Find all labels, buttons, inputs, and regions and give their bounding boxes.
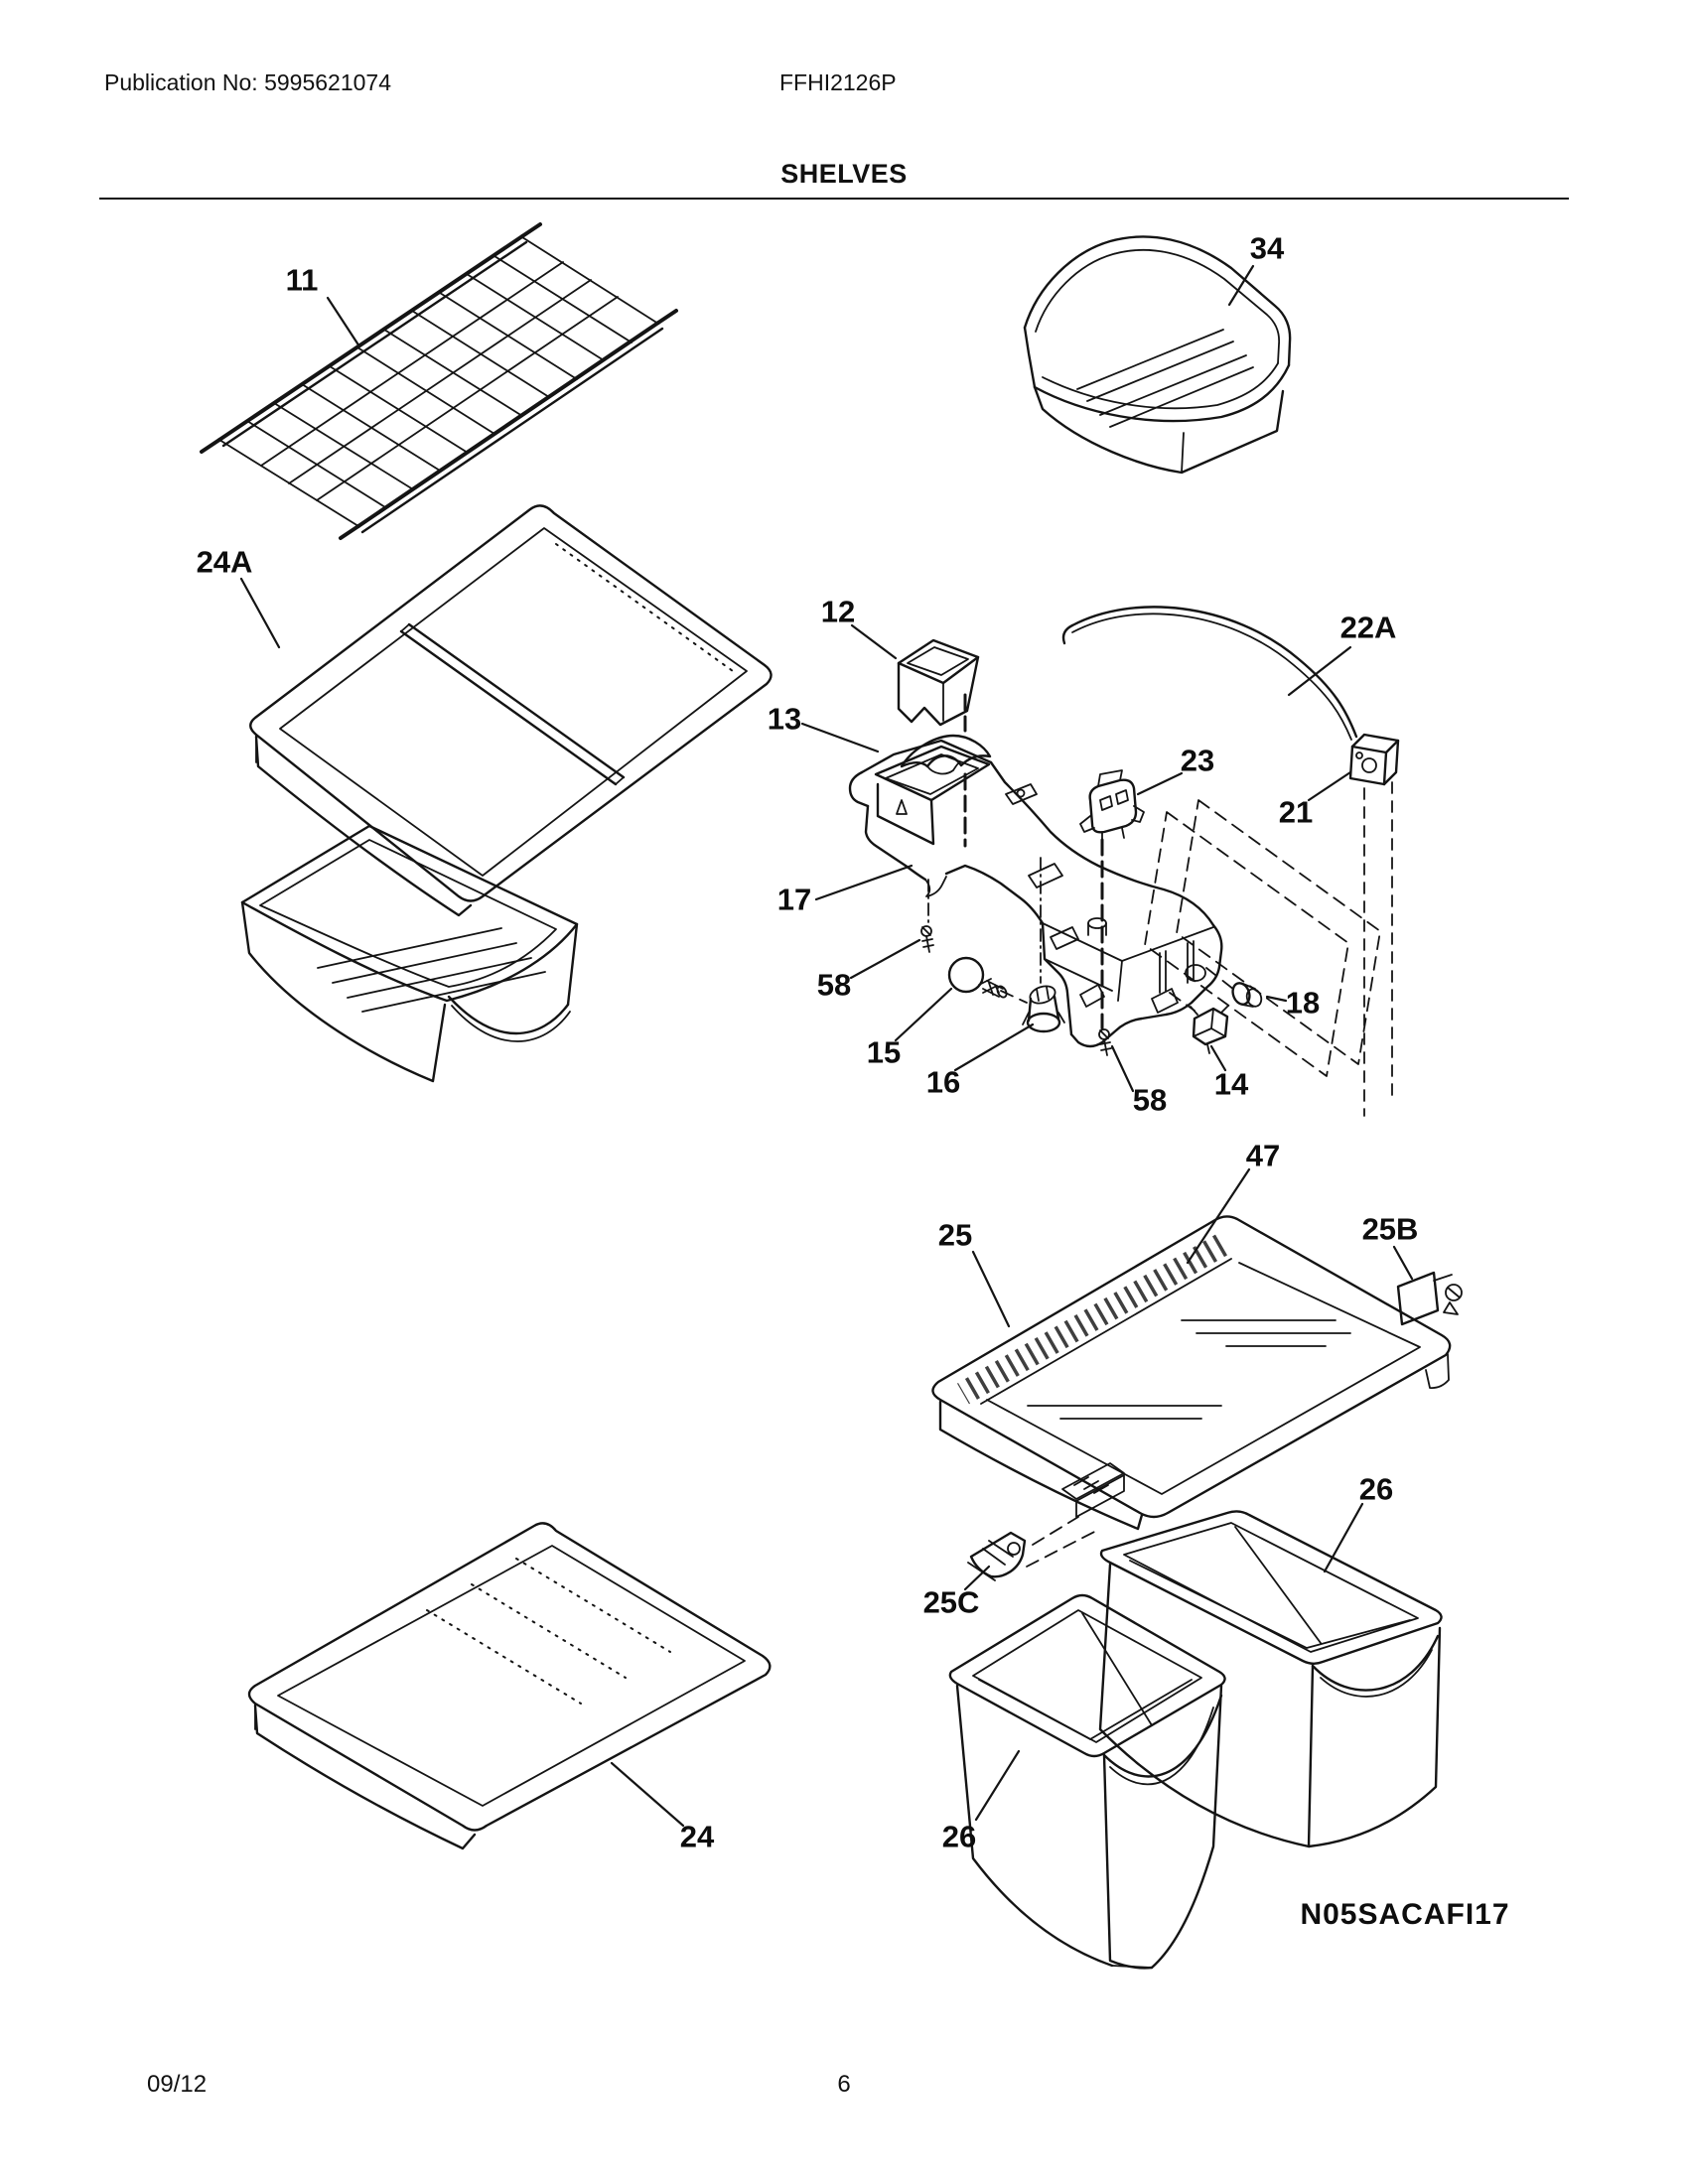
part-22a-wire-harness <box>1063 607 1356 740</box>
part-26-crisper-drawer-right <box>1100 1511 1442 1846</box>
callout-18 <box>1267 986 1320 1021</box>
svg-text:58: 58 <box>1132 1082 1168 1118</box>
callout-47 <box>1188 1139 1280 1264</box>
part-25c-bracket <box>968 1517 1100 1580</box>
svg-text:47: 47 <box>1245 1138 1281 1173</box>
callout-26-lower <box>942 1751 1019 1854</box>
part-24-glass-shelf <box>249 1523 770 1848</box>
callout-24 <box>612 1763 715 1854</box>
callout-58-a <box>817 940 919 1003</box>
callout-21 <box>1279 772 1350 830</box>
model-number: FFHI2126P <box>779 69 897 95</box>
part-58-screw-a <box>921 926 933 952</box>
publication-number: Publication No: 5995621074 <box>104 69 392 95</box>
diagram-id: N05SACAFI17 <box>1300 1898 1510 1931</box>
svg-text:26: 26 <box>941 1819 977 1854</box>
footer-page-number: 6 <box>837 2071 851 2098</box>
svg-text:26: 26 <box>1358 1471 1394 1507</box>
callout-15 <box>867 989 951 1070</box>
page-title: SHELVES <box>780 159 908 189</box>
callout-26-upper <box>1325 1472 1393 1572</box>
callout-24a <box>197 545 279 648</box>
part-17-shelf-support <box>850 741 1221 1046</box>
callout-11 <box>286 263 359 347</box>
svg-text:25C: 25C <box>922 1584 980 1620</box>
svg-text:34: 34 <box>1249 230 1285 266</box>
svg-text:25B: 25B <box>1361 1211 1419 1247</box>
svg-text:15: 15 <box>866 1034 902 1070</box>
part-18-knob <box>1230 981 1264 1009</box>
svg-text:16: 16 <box>925 1064 961 1100</box>
svg-text:58: 58 <box>816 967 852 1003</box>
callout-23 <box>1138 744 1214 795</box>
part-26-crisper-drawer-left <box>950 1595 1225 1968</box>
callout-14 <box>1211 1046 1249 1102</box>
svg-text:14: 14 <box>1213 1066 1249 1102</box>
part-14-switch <box>1191 1006 1228 1053</box>
part-12-housing <box>899 640 978 725</box>
svg-text:17: 17 <box>776 882 812 917</box>
svg-text:23: 23 <box>1180 743 1215 778</box>
svg-text:24: 24 <box>679 1819 715 1854</box>
part-21-thermostat <box>1350 735 1398 1116</box>
callout-25c <box>923 1567 989 1620</box>
part-11-wire-shelf <box>202 224 676 538</box>
callout-12 <box>821 595 896 659</box>
phantom-panel <box>1145 800 1380 1076</box>
svg-text:24A: 24A <box>196 544 253 580</box>
part-15-light-bulb <box>949 958 1008 999</box>
svg-text:21: 21 <box>1278 794 1314 830</box>
part-23-switch <box>1080 770 1144 842</box>
callout-25 <box>938 1218 1009 1327</box>
callout-13 <box>768 702 878 752</box>
part-16-lamp-socket <box>1023 983 1064 1031</box>
callout-16 <box>926 1024 1033 1100</box>
svg-text:11: 11 <box>285 262 319 298</box>
callout-25b <box>1362 1212 1419 1280</box>
part-24a-glass-shelf <box>250 505 771 915</box>
svg-text:25: 25 <box>937 1217 973 1253</box>
svg-text:13: 13 <box>767 701 802 737</box>
svg-text:22A: 22A <box>1339 610 1397 645</box>
svg-text:12: 12 <box>820 594 856 629</box>
callout-34 <box>1229 231 1285 306</box>
callout-17 <box>777 866 912 917</box>
footer-date: 09/12 <box>147 2071 208 2098</box>
svg-text:18: 18 <box>1285 985 1321 1021</box>
callout-58-b <box>1112 1046 1167 1118</box>
callout-22a <box>1289 611 1396 696</box>
